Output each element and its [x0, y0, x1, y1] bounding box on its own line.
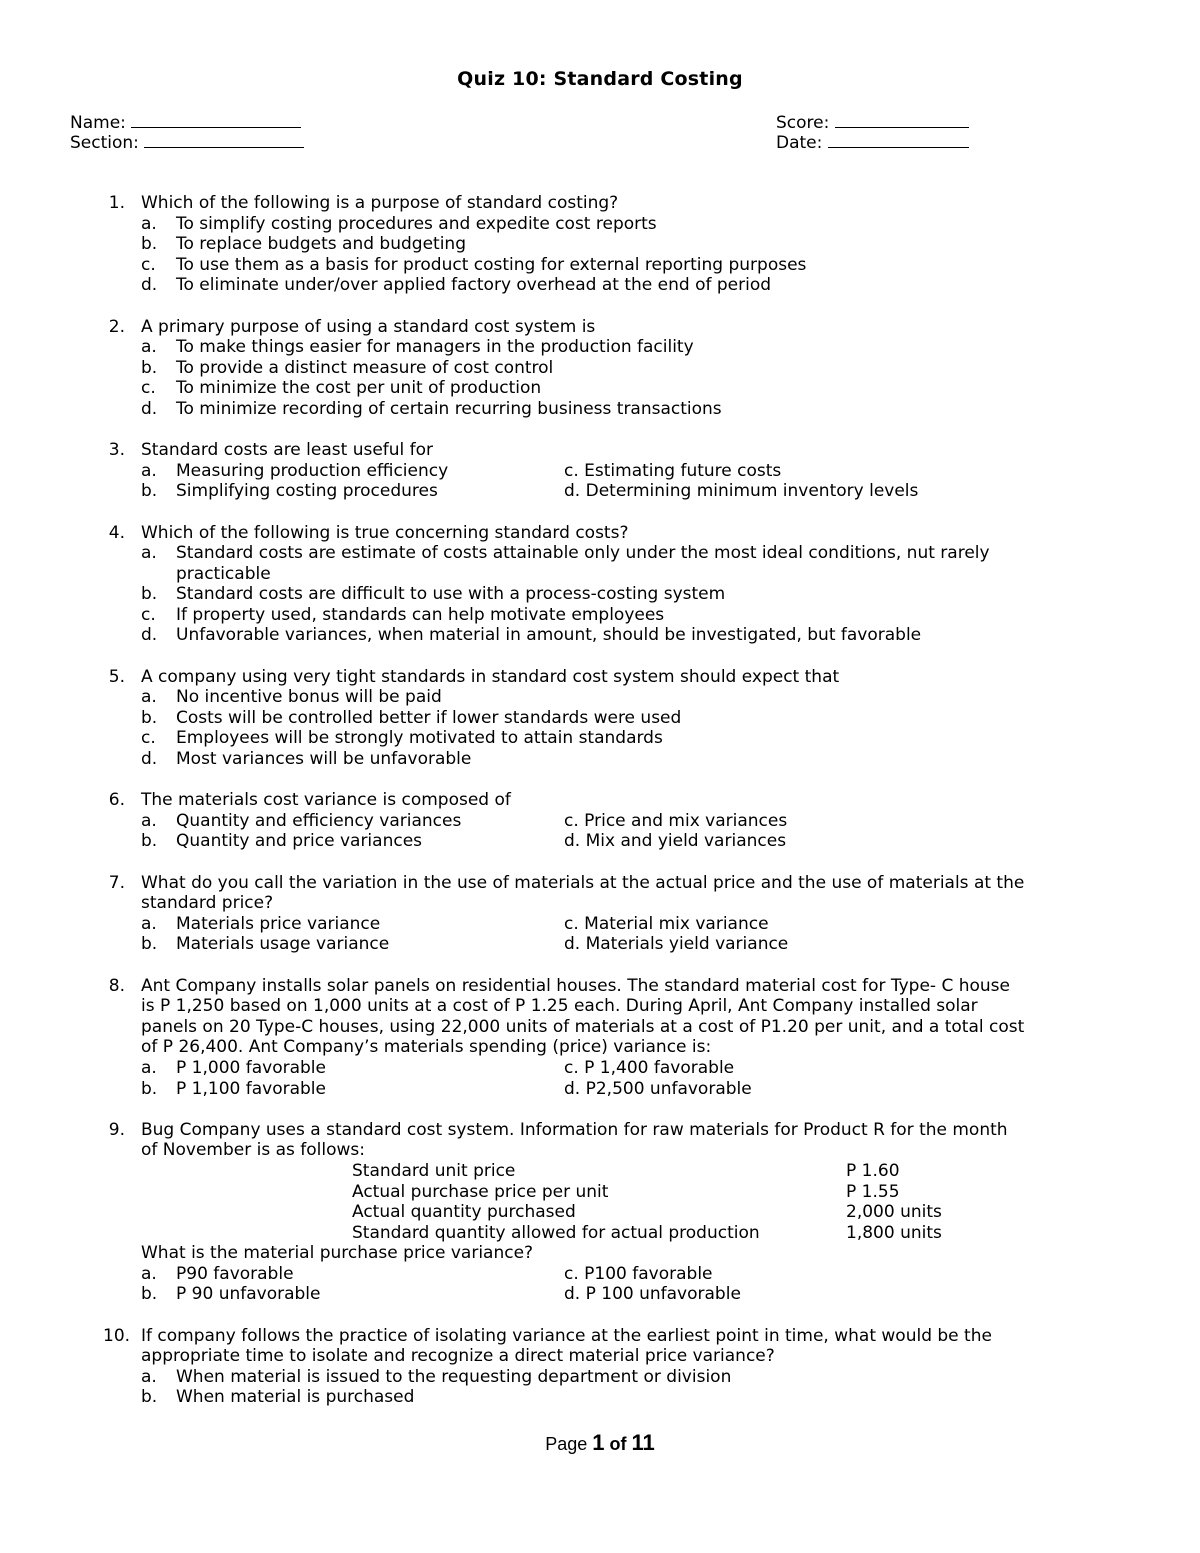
question-10: [103, 1326, 1083, 1408]
answer-option[interactable]: [141, 481, 438, 502]
option-text: To eliminate under/over applied factory overhead at the end of period: [176, 275, 772, 296]
answer-option[interactable]: [103, 214, 1083, 235]
answer-option[interactable]: [103, 687, 1083, 708]
answer-option-row: [103, 914, 1083, 935]
question-text-line: is P 1,250 based on 1,000 units at a cost of P 1.25 each. During April, Ant Company installed solar: [141, 996, 978, 1017]
data-label: Standard quantity allowed for actual production: [352, 1222, 760, 1243]
option-letter: c.: [141, 604, 156, 625]
question-2: [103, 317, 1083, 420]
option-letter: a.: [141, 687, 157, 708]
answer-option[interactable]: [103, 625, 1083, 646]
option-text: Quantity and efficiency variances: [176, 810, 462, 831]
option-letter: b.: [141, 831, 158, 852]
answer-option[interactable]: c. P 1,400 favorable: [564, 1057, 735, 1078]
option-letter: b.: [141, 1387, 158, 1408]
answer-option[interactable]: [103, 584, 1083, 605]
answer-option[interactable]: [103, 234, 1083, 255]
question-text-line: Which of the following is a purpose of standard costing?: [141, 193, 619, 213]
option-letter: a.: [141, 1263, 157, 1284]
option-letter: a.: [141, 810, 157, 831]
question-number: 1.: [108, 193, 125, 213]
question-text: [103, 1140, 1083, 1161]
option-text: P 1,100 favorable: [176, 1078, 326, 1099]
answer-option[interactable]: d. Mix and yield variances: [564, 831, 787, 852]
question-text: [103, 893, 1083, 914]
option-letter: b.: [141, 234, 158, 255]
data-row: [103, 1161, 1083, 1182]
question-number: 10.: [103, 1325, 131, 1346]
option-text: P 90 unfavorable: [176, 1284, 321, 1305]
option-text: To provide a distinct measure of cost control: [176, 357, 554, 378]
option-text: Employees will be strongly motivated to attain standards: [176, 728, 663, 749]
question-text: [103, 976, 1083, 997]
data-label: Actual quantity purchased: [352, 1202, 576, 1223]
answer-option[interactable]: d. P2,500 unfavorable: [564, 1078, 752, 1099]
question-text: [103, 996, 1083, 1017]
answer-option[interactable]: [141, 913, 381, 935]
answer-option[interactable]: [103, 728, 1083, 749]
question-text: [103, 440, 1083, 461]
option-letter: d.: [141, 625, 158, 646]
answer-option[interactable]: [141, 1078, 326, 1100]
option-text: Costs will be controlled better if lower standards were used: [176, 707, 682, 728]
question-list: [103, 193, 1083, 1429]
option-letter: c.: [141, 728, 156, 749]
question-text: [103, 1120, 1083, 1141]
data-row: [103, 1223, 1083, 1244]
option-text: practicable: [176, 563, 271, 584]
question-number: 2.: [108, 316, 125, 337]
data-label: Standard unit price: [352, 1160, 516, 1181]
answer-option[interactable]: [141, 460, 449, 482]
question-text-line: What do you call the variation in the use of materials at the actual price and the use of materials at the: [141, 872, 1025, 893]
question-7: [103, 873, 1083, 955]
option-text: P90 favorable: [176, 1263, 294, 1284]
answer-option[interactable]: [103, 605, 1083, 626]
answer-option[interactable]: c. Material mix variance: [564, 913, 769, 934]
data-label: Actual purchase price per unit: [352, 1181, 609, 1202]
question-5: [103, 667, 1083, 770]
option-text: Unfavorable variances, when material in amount, should be investigated, but favorable: [176, 625, 922, 646]
score-blank[interactable]: [835, 113, 969, 128]
date-blank[interactable]: [828, 133, 969, 148]
option-letter: d.: [141, 275, 158, 296]
name-field: [70, 113, 301, 133]
option-letter: b.: [141, 357, 158, 378]
question-number: 4.: [108, 522, 125, 543]
name-blank[interactable]: [131, 113, 301, 128]
option-text: To use them as a basis for product costing for external reporting purposes: [176, 254, 807, 275]
option-text: Standard costs are difficult to use with a process-costing system: [176, 584, 726, 605]
score-label: Score:: [776, 113, 830, 133]
answer-option-row: [103, 1264, 1083, 1285]
question-number: 5.: [108, 666, 125, 687]
option-text: Standard costs are estimate of costs attainable only under the most ideal conditions, nut rarely: [176, 543, 990, 564]
question-4: [103, 523, 1083, 647]
question-number: 3.: [108, 440, 125, 461]
option-letter: b.: [141, 1078, 158, 1099]
option-text: No incentive bonus will be paid: [176, 687, 442, 708]
question-text-line: appropriate time to isolate and recognize a direct material price variance?: [141, 1346, 775, 1367]
data-value: P 1.55: [846, 1181, 900, 1202]
answer-option[interactable]: [103, 275, 1083, 296]
answer-option[interactable]: [141, 1263, 294, 1285]
question-text: [103, 667, 1083, 688]
option-letter: c.: [141, 254, 156, 275]
option-text: Materials price variance: [176, 913, 381, 934]
answer-option[interactable]: [141, 810, 462, 832]
question-text: [103, 1017, 1083, 1038]
question-text-line: Which of the following is true concerning standard costs?: [141, 522, 629, 543]
date-label: Date:: [776, 133, 823, 153]
answer-option[interactable]: c. Estimating future costs: [564, 460, 782, 481]
page-title: Quiz 10: Standard Costing: [457, 68, 743, 90]
date-field: [776, 133, 969, 153]
answer-option[interactable]: [103, 749, 1083, 770]
option-letter: b.: [141, 934, 158, 955]
option-text: Measuring production efficiency: [176, 460, 449, 481]
question-text: [103, 873, 1083, 894]
option-text: To minimize recording of certain recurring business transactions: [176, 398, 722, 419]
answer-option[interactable]: [103, 1367, 1083, 1388]
data-row: [103, 1202, 1083, 1223]
option-letter: a.: [141, 460, 157, 481]
answer-option-row: [103, 934, 1083, 955]
option-text: When material is issued to the requesting department or division: [176, 1366, 732, 1387]
data-row: [103, 1182, 1083, 1203]
question-text-line: A company using very tight standards in standard cost system should expect that: [141, 666, 840, 687]
option-text: Materials usage variance: [176, 934, 390, 955]
option-text: P 1,000 favorable: [176, 1057, 326, 1078]
answer-option-row: [103, 831, 1083, 852]
question-text-line: If company follows the practice of isolating variance at the earliest point in time, what would be the: [141, 1325, 992, 1346]
question-text-line: A primary purpose of using a standard cost system is: [141, 316, 596, 337]
option-text: To replace budgets and budgeting: [176, 234, 466, 255]
option-letter: a.: [141, 1366, 157, 1387]
total-pages: 11: [631, 1430, 655, 1455]
answer-option-row: [103, 461, 1083, 482]
answer-option[interactable]: [141, 1057, 326, 1079]
answer-option[interactable]: [103, 255, 1083, 276]
option-letter: d.: [141, 749, 158, 770]
question-number: 7.: [108, 872, 125, 893]
option-text: Most variances will be unfavorable: [176, 749, 472, 770]
option-letter: a.: [141, 543, 157, 564]
name-label: Name:: [70, 113, 126, 133]
answer-option[interactable]: [103, 358, 1083, 379]
section-field: [70, 133, 304, 153]
question-6: [103, 790, 1083, 852]
question-text-line: of November is as follows:: [141, 1140, 366, 1161]
score-field: [776, 113, 969, 133]
answer-option-row: [103, 1284, 1083, 1305]
answer-option-row: [103, 811, 1083, 832]
answer-option[interactable]: [141, 934, 390, 955]
question-9: [103, 1120, 1083, 1305]
answer-option[interactable]: [103, 1387, 1083, 1408]
question-text: [103, 523, 1083, 544]
question-1: [103, 193, 1083, 296]
answer-option[interactable]: d. Materials yield variance: [564, 934, 789, 955]
option-letter: a.: [141, 213, 157, 234]
option-text: When material is purchased: [176, 1387, 415, 1408]
question-text: [103, 317, 1083, 338]
question-text-line: Bug Company uses a standard cost system. Information for raw materials for Product R for the month: [141, 1119, 1008, 1140]
data-value: 1,800 units: [846, 1222, 942, 1243]
question-8: [103, 976, 1083, 1100]
of-word: of: [609, 1434, 627, 1454]
answer-option[interactable]: [141, 831, 423, 852]
page-word: Page: [545, 1434, 588, 1454]
answer-option-row: [103, 1058, 1083, 1079]
option-letter: a.: [141, 337, 157, 358]
answer-option[interactable]: [103, 378, 1083, 399]
option-letter: b.: [141, 481, 158, 502]
current-page: 1: [592, 1430, 605, 1455]
answer-option[interactable]: [103, 564, 1083, 585]
page-number: [0, 1430, 1200, 1456]
question-text: [103, 1037, 1083, 1058]
option-letter: c.: [141, 378, 156, 399]
question-text: [103, 1326, 1083, 1347]
option-text: To simplify costing procedures and expedite cost reports: [176, 213, 657, 234]
answer-option[interactable]: c. P100 favorable: [564, 1263, 713, 1284]
answer-option-row: [103, 481, 1083, 502]
answer-option[interactable]: [103, 399, 1083, 420]
answer-option[interactable]: d. Determining minimum inventory levels: [564, 481, 919, 502]
question-number: 8.: [108, 975, 125, 996]
answer-option[interactable]: [141, 1284, 321, 1305]
answer-option[interactable]: d. P 100 unfavorable: [564, 1284, 741, 1305]
section-blank[interactable]: [144, 133, 304, 148]
answer-option[interactable]: [103, 337, 1083, 358]
section-label: Section:: [70, 133, 139, 153]
answer-option[interactable]: [103, 708, 1083, 729]
option-text: To minimize the cost per unit of production: [176, 378, 542, 399]
answer-option[interactable]: [103, 543, 1083, 564]
option-letter: a.: [141, 913, 157, 934]
answer-option[interactable]: c. Price and mix variances: [564, 810, 788, 831]
data-value: 2,000 units: [846, 1202, 942, 1223]
question-text-line: The materials cost variance is composed of: [141, 790, 511, 811]
option-letter: a.: [141, 1057, 157, 1078]
question-text-line: standard price?: [141, 893, 274, 914]
question-text: [103, 1346, 1083, 1367]
question-prompt: What is the material purchase price variance?: [141, 1243, 534, 1264]
answer-option-row: [103, 1079, 1083, 1100]
option-text: Quantity and price variances: [176, 831, 423, 852]
option-text: If property used, standards can help motivate employees: [176, 604, 665, 625]
data-value: P 1.60: [846, 1160, 900, 1181]
question-3: [103, 440, 1083, 502]
question-text-line: panels on 20 Type-C houses, using 22,000 units of materials at a cost of P1.20 per unit, and a total cost: [141, 1016, 1025, 1037]
option-text: Simplifying costing procedures: [176, 481, 438, 502]
option-letter: d.: [141, 398, 158, 419]
question-text-line: Standard costs are least useful for: [141, 440, 434, 461]
option-letter: b.: [141, 1284, 158, 1305]
question-number: 6.: [108, 790, 125, 811]
option-text: To make things easier for managers in the production facility: [176, 337, 694, 358]
question-text: [103, 790, 1083, 811]
question-text: [103, 193, 1083, 214]
question-text-line: Ant Company installs solar panels on residential houses. The standard material cost for Type- C house: [141, 975, 1011, 996]
option-letter: b.: [141, 584, 158, 605]
option-letter: b.: [141, 707, 158, 728]
question-text-line: of P 26,400. Ant Company’s materials spending (price) variance is:: [141, 1037, 712, 1058]
question-number: 9.: [108, 1119, 125, 1140]
